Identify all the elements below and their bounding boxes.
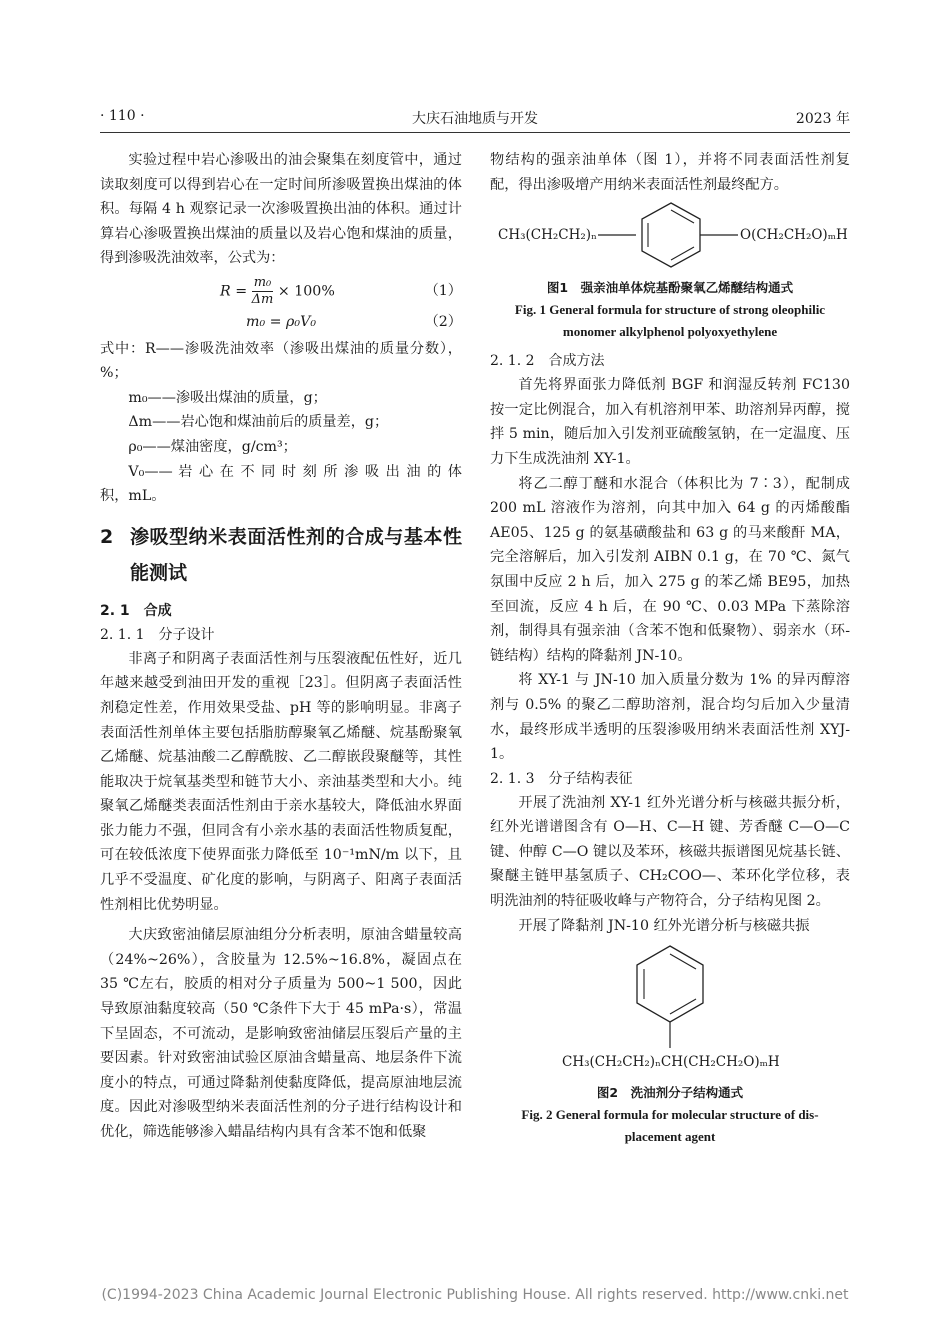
left-paragraph-3: 大庆致密油储层原油组分分析表明，原油含蜡量较高（24%~26%），含胶量为 12.5%~16.8%，凝固点在 35 ℃左右，胶质的相对分子质量为 500~1 500，因此导致原油黏度较高（50 ℃条件下大于 45 mPa·s），常温下呈固态，不可流动，是影响致密油储层压裂后产量的主要因素。针对致密油试验区原油含蜡量高、地层条件下流度小的特点，可通过降黏剂使黏度降低，提高原油地层流度。因此对渗吸型纳米表面活性剂的分子进行结构设计和优化，筛选能够渗入蜡晶结构内具有含苯不饱和低聚 [100, 927, 462, 1140]
fig1-caption-en-1: Fig. 1 General formula for structure of strong oleophilic [514, 302, 826, 318]
eq1-number: （1） [424, 283, 462, 300]
fig1-right-group: O(CH₂CH₂O)ₘH [740, 227, 848, 244]
fig2-caption-en-1: Fig. 2 General formula for molecular structure of dis- [521, 1107, 819, 1123]
fig1-caption-cn: 图1 强亲油单体烷基酚聚氧乙烯醚结构通式 [546, 280, 794, 296]
eq2-body: m₀ = ρ₀V₀ [246, 313, 317, 330]
section-2-title: 渗吸型纳米表面活性剂的合成与基本性能测试 [130, 525, 462, 584]
right-paragraph-1: 物结构的强亲油单体（图 1），并将不同表面活性剂复配，得出渗吸增产用纳米表面活性剂最终配方。 [490, 152, 850, 193]
page-number: · 110 · [100, 108, 145, 124]
figure-2 [490, 938, 850, 1078]
fig2-caption-cn: 图2 洗油剂分子结构通式 [596, 1085, 744, 1101]
right-paragraph-4: 将 XY-1 与 JN-10 加入质量分数为 1% 的异丙醇溶剂与 0.5% 的聚乙二醇助溶剂，混合均匀后加入少量清水，最终形成半透明的压裂渗吸用纳米表面活性剂 XYJ-1。 [490, 672, 850, 763]
right-paragraph-6: 开展了降黏剂 JN-10 红外光谱分析与核磁共振 [518, 917, 810, 934]
variable-m0: m₀——渗吸出煤油的质量，g； [128, 389, 327, 406]
fig1-left-group: CH₃(CH₂CH₂)ₙ [498, 227, 597, 244]
eq2-number: （2） [424, 313, 462, 330]
phenyl-ring-icon [625, 942, 715, 1050]
left-paragraph-2: 非离子和阴离子表面活性剂与压裂液配伍性好，近几年越来越受到油田开发的重视［23］。但阴离子表面活性剂稳定性差，作用效果受盐、pH 等的影响明显。非离子表面活性剂单体主要包括脂肪醇聚氧乙烯醚、烷基酚聚氧乙烯醚、烷基油酸二乙醇酰胺、乙二醇嵌段聚醚等，其性能取决于烷氧基类型和链节大小、亲油基类型和大小。纯聚氧乙烯醚类表面活性剂由于亲水基较大，降低油水界面张力能力不强，但同含有小亲水基的表面活性物质复配，可在较低浓度下使界面张力降低至 10⁻¹mN/m 以下，且几乎不受温度、矿化度的影响，与阴离子、阳离子表面活性剂相比优势明显。 [100, 650, 462, 913]
variable-rho0: ρ₀——煤油密度，g/cm³； [128, 438, 297, 455]
section-2-1-1-heading: 2. 1. 1 分子设计 [100, 626, 215, 643]
header-rule [100, 132, 850, 133]
fig1-caption-en-2: monomer alkylphenol polyoxyethylene [562, 324, 778, 340]
journal-year: 2023 年 [795, 111, 850, 127]
right-paragraph-2: 首先将界面张力降低剂 BGF 和润湿反转剂 FC130 按一定比例混合，加入有机溶剂甲苯、助溶剂异丙醇，搅拌 5 min，随后加入引发剂亚硫酸氢钠，在一定温度、压力下生成洗油剂 XY-1。 [490, 377, 850, 467]
section-2-1-heading: 2. 1 合成 [100, 602, 172, 619]
right-paragraph-5: 开展了洗油剂 XY-1 红外光谱分析与核磁共振分析，红外光谱谱图含有 O—H、C—H 键、芳香醚 C—O—C 键、仲醇 C—O 键以及苯环，核磁共振谱图见烷基长链、聚醚主链甲基氢质子、CH₂COO—、苯环化学位移，表明洗油剂的特征吸收峰与产物符合，分子结构见图 2。 [490, 794, 850, 910]
section-2-heading [100, 519, 462, 591]
journal-title: 大庆石油地质与开发 [412, 111, 538, 127]
eq1-numerator: m₀ [253, 274, 272, 290]
eq1-fraction [252, 275, 274, 308]
copyright-footer: (C)1994-2023 China Academic Journal Electronic Publishing House. All rights reserved. http://www.cnki.net [101, 1287, 849, 1303]
left-paragraph-1: 实验过程中岩心渗吸出的油会聚集在刻度管中，通过读取刻度可以得到岩心在一定时间所渗吸置换出煤油的体积。每隔 4 h 观察记录一次渗吸置换出油的体积。通过计算岩心渗吸置换出煤油的质量以及岩心饱和煤油的质量，得到渗吸洗油效率，公式为： [100, 152, 462, 267]
variable-v0: V₀—— 岩 心 在 不 同 时 刻 所 渗 吸 出 油 的 体 积，mL。 [100, 463, 462, 505]
section-2-1-3-heading: 2. 1. 3 分子结构表征 [490, 770, 633, 787]
section-2-number: 2 [100, 525, 114, 548]
fig2-formula: CH₃(CH₂CH₂)ₙCH(CH₂CH₂O)ₘH [562, 1054, 780, 1071]
right-paragraph-3: 将乙二醇丁醚和水混合（体积比为 7∶3），配制成 200 mL 溶液作为溶剂，向其中加入 64 g 的丙烯酸酯 AE05、125 g 的氨基磺酸盐和 63 g 的马来酸酐 MA，完全溶解后，加入引发剂 AIBN 0.1 g，在 70 ℃、氮气氛围中反应 2 h 后，加入 275 g 的苯乙烯 BE95，加热至回流，反应 4 h 后，在 90 ℃、0.03 MPa 下蒸除溶剂，制得具有强亲油（含苯不饱和低聚物）、弱亲水（环-链结构）结构的降黏剂 JN-10。 [490, 475, 850, 664]
eq1-denominator: Δm [251, 291, 274, 307]
eq1-lhs: R = [220, 283, 248, 300]
section-2-1-2-heading: 2. 1. 2 合成方法 [490, 353, 605, 370]
page-header [100, 108, 850, 138]
figure-1 [490, 197, 850, 277]
eq1-rhs: × 100% [277, 283, 335, 300]
fig2-caption-en-2: placement agent [624, 1129, 716, 1145]
variable-delta-m: Δm——岩心饱和煤油前后的质量差，g； [128, 414, 389, 431]
equation-1 [100, 275, 462, 308]
left-column [100, 148, 462, 1145]
benzene-ring-icon [596, 199, 746, 275]
right-column [490, 148, 850, 1148]
equation-2 [100, 310, 462, 335]
where-line: 式中：R——渗吸洗油效率（渗吸出煤油的质量分数），%； [100, 340, 462, 382]
